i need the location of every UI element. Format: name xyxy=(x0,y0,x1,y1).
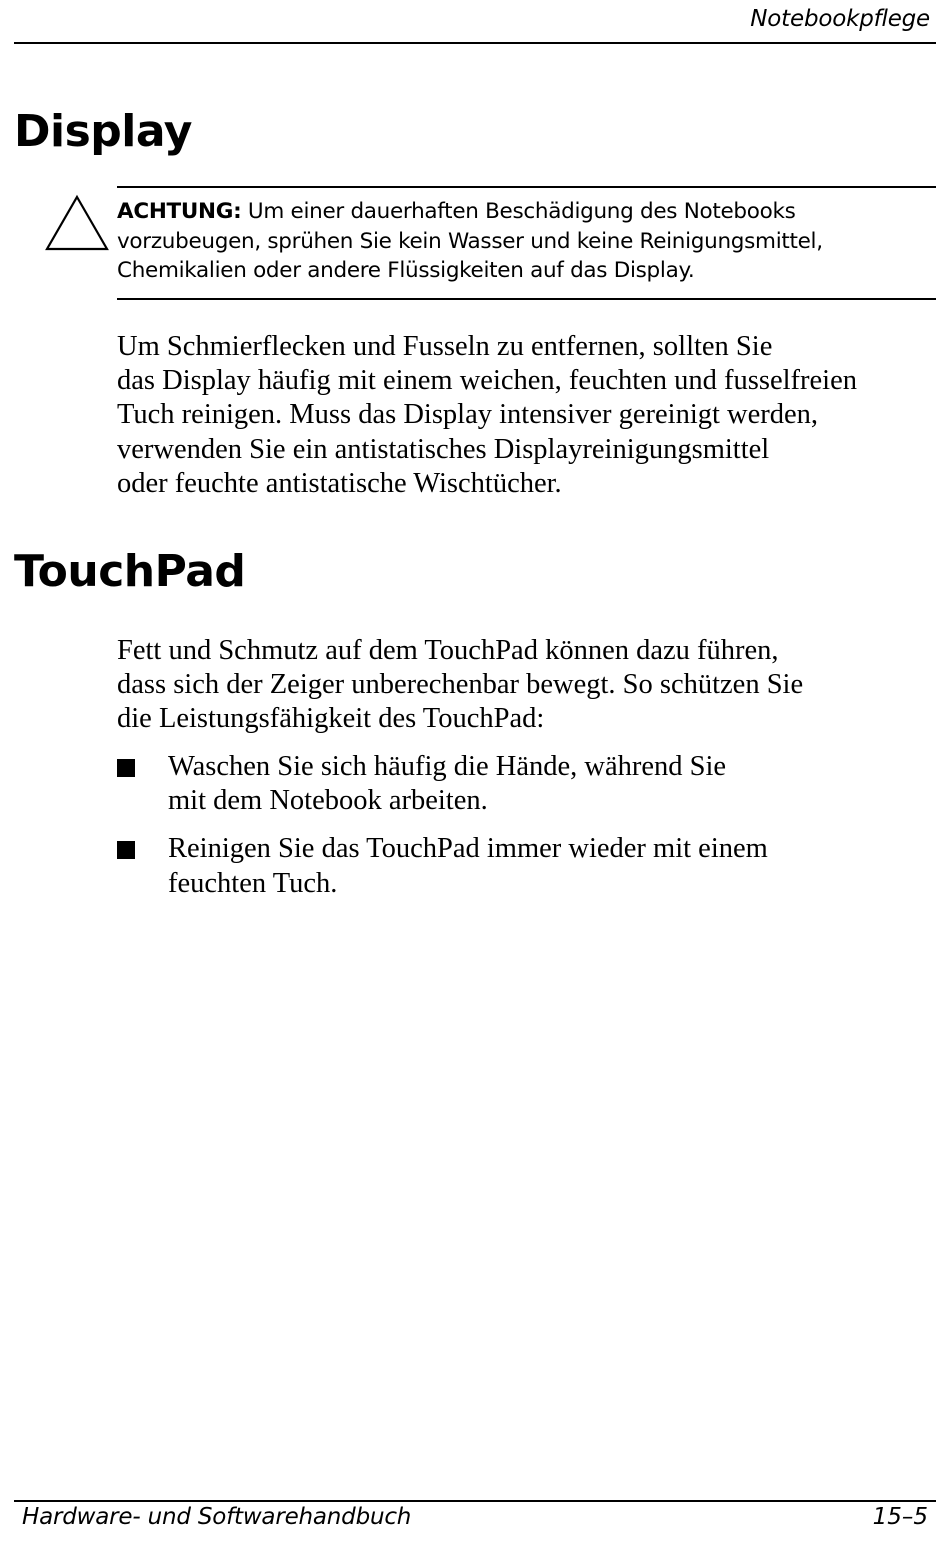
caution-rule-bottom xyxy=(117,298,936,300)
header-rule xyxy=(14,42,936,44)
square-bullet-icon xyxy=(117,759,135,777)
list-item-line: mit dem Notebook arbeiten. xyxy=(168,785,488,817)
display-paragraph xyxy=(117,330,932,501)
paragraph-line: Fett und Schmutz auf dem TouchPad können dazu führen, xyxy=(117,635,779,666)
list-item-line: Reinigen Sie das TouchPad immer wieder mit einem xyxy=(168,833,768,865)
list-item xyxy=(117,832,932,900)
paragraph-line: dass sich der Zeiger unberechenbar bewegt. So schützen Sie xyxy=(117,669,804,701)
section-title-touchpad: TouchPad xyxy=(14,546,246,597)
footer-book-title: Hardware- und Softwarehandbuch xyxy=(22,1504,412,1530)
section-title-display: Display xyxy=(14,106,192,157)
square-bullet-icon xyxy=(117,841,135,859)
warning-triangle-icon xyxy=(44,194,110,252)
caution-line: Chemikalien oder andere Flüssigkeiten auf das Display. xyxy=(117,258,695,283)
list-item xyxy=(117,750,932,818)
caution-line: vorzubeugen, sprühen Sie kein Wasser und keine Reinigungsmittel, xyxy=(117,228,823,254)
list-item-line: feuchten Tuch. xyxy=(168,867,338,899)
running-header: Notebookpflege xyxy=(750,6,930,32)
paragraph-line: verwenden Sie ein antistatisches Displayreinigungsmittel xyxy=(117,433,770,465)
caution-rule-top xyxy=(117,186,936,188)
paragraph-line: oder feuchte antistatische Wischtücher. xyxy=(117,467,562,499)
touchpad-tips-list xyxy=(117,750,932,915)
footer-rule xyxy=(14,1500,936,1502)
paragraph-line: die Leistungsfähigkeit des TouchPad: xyxy=(117,703,545,735)
touchpad-paragraph xyxy=(117,634,932,737)
caution-label: ACHTUNG: xyxy=(117,199,242,224)
paragraph-line: Tuch reinigen. Muss das Display intensiver gereinigt werden, xyxy=(117,399,819,431)
footer-page-number: 15–5 xyxy=(872,1504,928,1530)
caution-line: Um einer dauerhaften Beschädigung des Notebooks xyxy=(241,199,796,224)
list-item-line: Waschen Sie sich häufig die Hände, während Sie xyxy=(168,751,727,782)
paragraph-line: Um Schmierflecken und Fusseln zu entfernen, sollten Sie xyxy=(117,331,773,362)
paragraph-line: das Display häufig mit einem weichen, feuchten und fusselfreien xyxy=(117,365,857,397)
caution-note xyxy=(117,197,917,286)
